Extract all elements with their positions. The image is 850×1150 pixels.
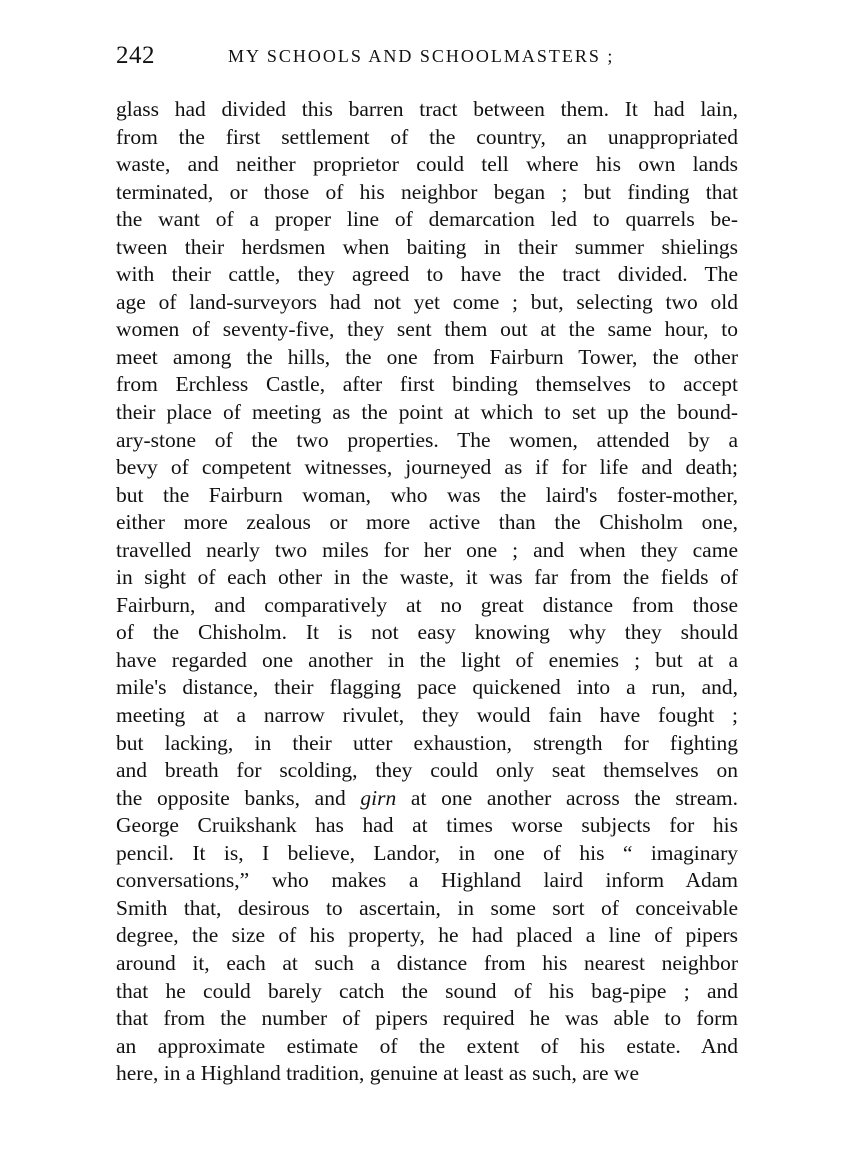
text-line: either more zealous or more active than the Chisholm one,: [116, 510, 738, 535]
page-header: [116, 42, 738, 78]
text-line: and breath for scolding, they could only seat themselves on: [116, 758, 738, 783]
text-line: Fairburn, and comparatively at no great distance from those: [116, 592, 738, 617]
text-line: an approximate estimate of the extent of his estate. And: [116, 1033, 738, 1058]
text-line: but the Fairburn woman, who was the laird's foster-mother,: [116, 482, 738, 507]
text-run: the opposite banks, and: [116, 785, 361, 810]
text-line: that from the number of pipers required he was able to form: [116, 1006, 738, 1031]
page-number: 242: [116, 42, 155, 69]
text-line: their place of meeting as the point at which to set up the bound-: [116, 400, 738, 425]
text-line: age of land-surveyors had not yet come ; but, selecting two old: [116, 289, 738, 314]
text-line: pencil. It is, I believe, Landor, in one of his “ imaginary: [116, 840, 738, 865]
text-line: mile's distance, their flagging pace quickened into a run, and,: [116, 675, 738, 700]
text-line: tween their herdsmen when baiting in their summer shielings: [116, 234, 738, 259]
text-line: with their cattle, they agreed to have the tract divided. The: [116, 262, 738, 287]
text-line: have regarded one another in the light of enemies ; but at a: [116, 647, 738, 672]
body-text: [116, 96, 738, 1088]
text-line: glass had divided this barren tract between them. It had lain,: [116, 97, 738, 121]
text-line: of the Chisholm. It is not easy knowing why they should: [116, 620, 738, 645]
text-line: waste, and neither proprietor could tell where his own lands: [116, 152, 738, 177]
text-line: George Cruikshank has had at times worse subjects for his: [116, 813, 738, 838]
text-line: bevy of competent witnesses, journeyed as if for life and death;: [116, 455, 738, 480]
text-line: ary-stone of the two properties. The women, attended by a: [116, 427, 738, 452]
text-line: conversations,” who makes a Highland laird inform Adam: [116, 868, 738, 893]
text-line: here, in a Highland tradition, genuine at least as such, are we: [116, 1061, 639, 1086]
italic-word: girn: [360, 785, 397, 810]
running-head: MY SCHOOLS AND SCHOOLMASTERS ;: [228, 46, 615, 66]
text-line: around it, each at such a distance from his nearest neighbor: [116, 950, 738, 975]
text-line: [116, 785, 738, 813]
text-line: meeting at a narrow rivulet, they would fain have fought ;: [116, 703, 738, 728]
text-line: that he could barely catch the sound of his bag-pipe ; and: [116, 978, 738, 1003]
text-line: but lacking, in their utter exhaustion, strength for fighting: [116, 730, 738, 755]
text-line: in sight of each other in the waste, it was far from the fields of: [116, 565, 738, 590]
text-line: the want of a proper line of demarcation led to quarrels be-: [116, 207, 738, 232]
text-line: travelled nearly two miles for her one ; and when they came: [116, 537, 738, 562]
text-line: terminated, or those of his neighbor began ; but finding that: [116, 179, 738, 204]
text-line: Smith that, desirous to ascertain, in some sort of conceivable: [116, 895, 738, 920]
text-line: degree, the size of his property, he had placed a line of pipers: [116, 923, 738, 948]
text-run: at one another across the stream.: [396, 785, 738, 810]
text-line: women of seventy-five, they sent them out at the same hour, to: [116, 317, 738, 342]
text-line: from the first settlement of the country, an unappropriated: [116, 124, 738, 149]
text-line: from Erchless Castle, after first binding themselves to accept: [116, 372, 738, 397]
text-line: meet among the hills, the one from Fairburn Tower, the other: [116, 344, 738, 369]
